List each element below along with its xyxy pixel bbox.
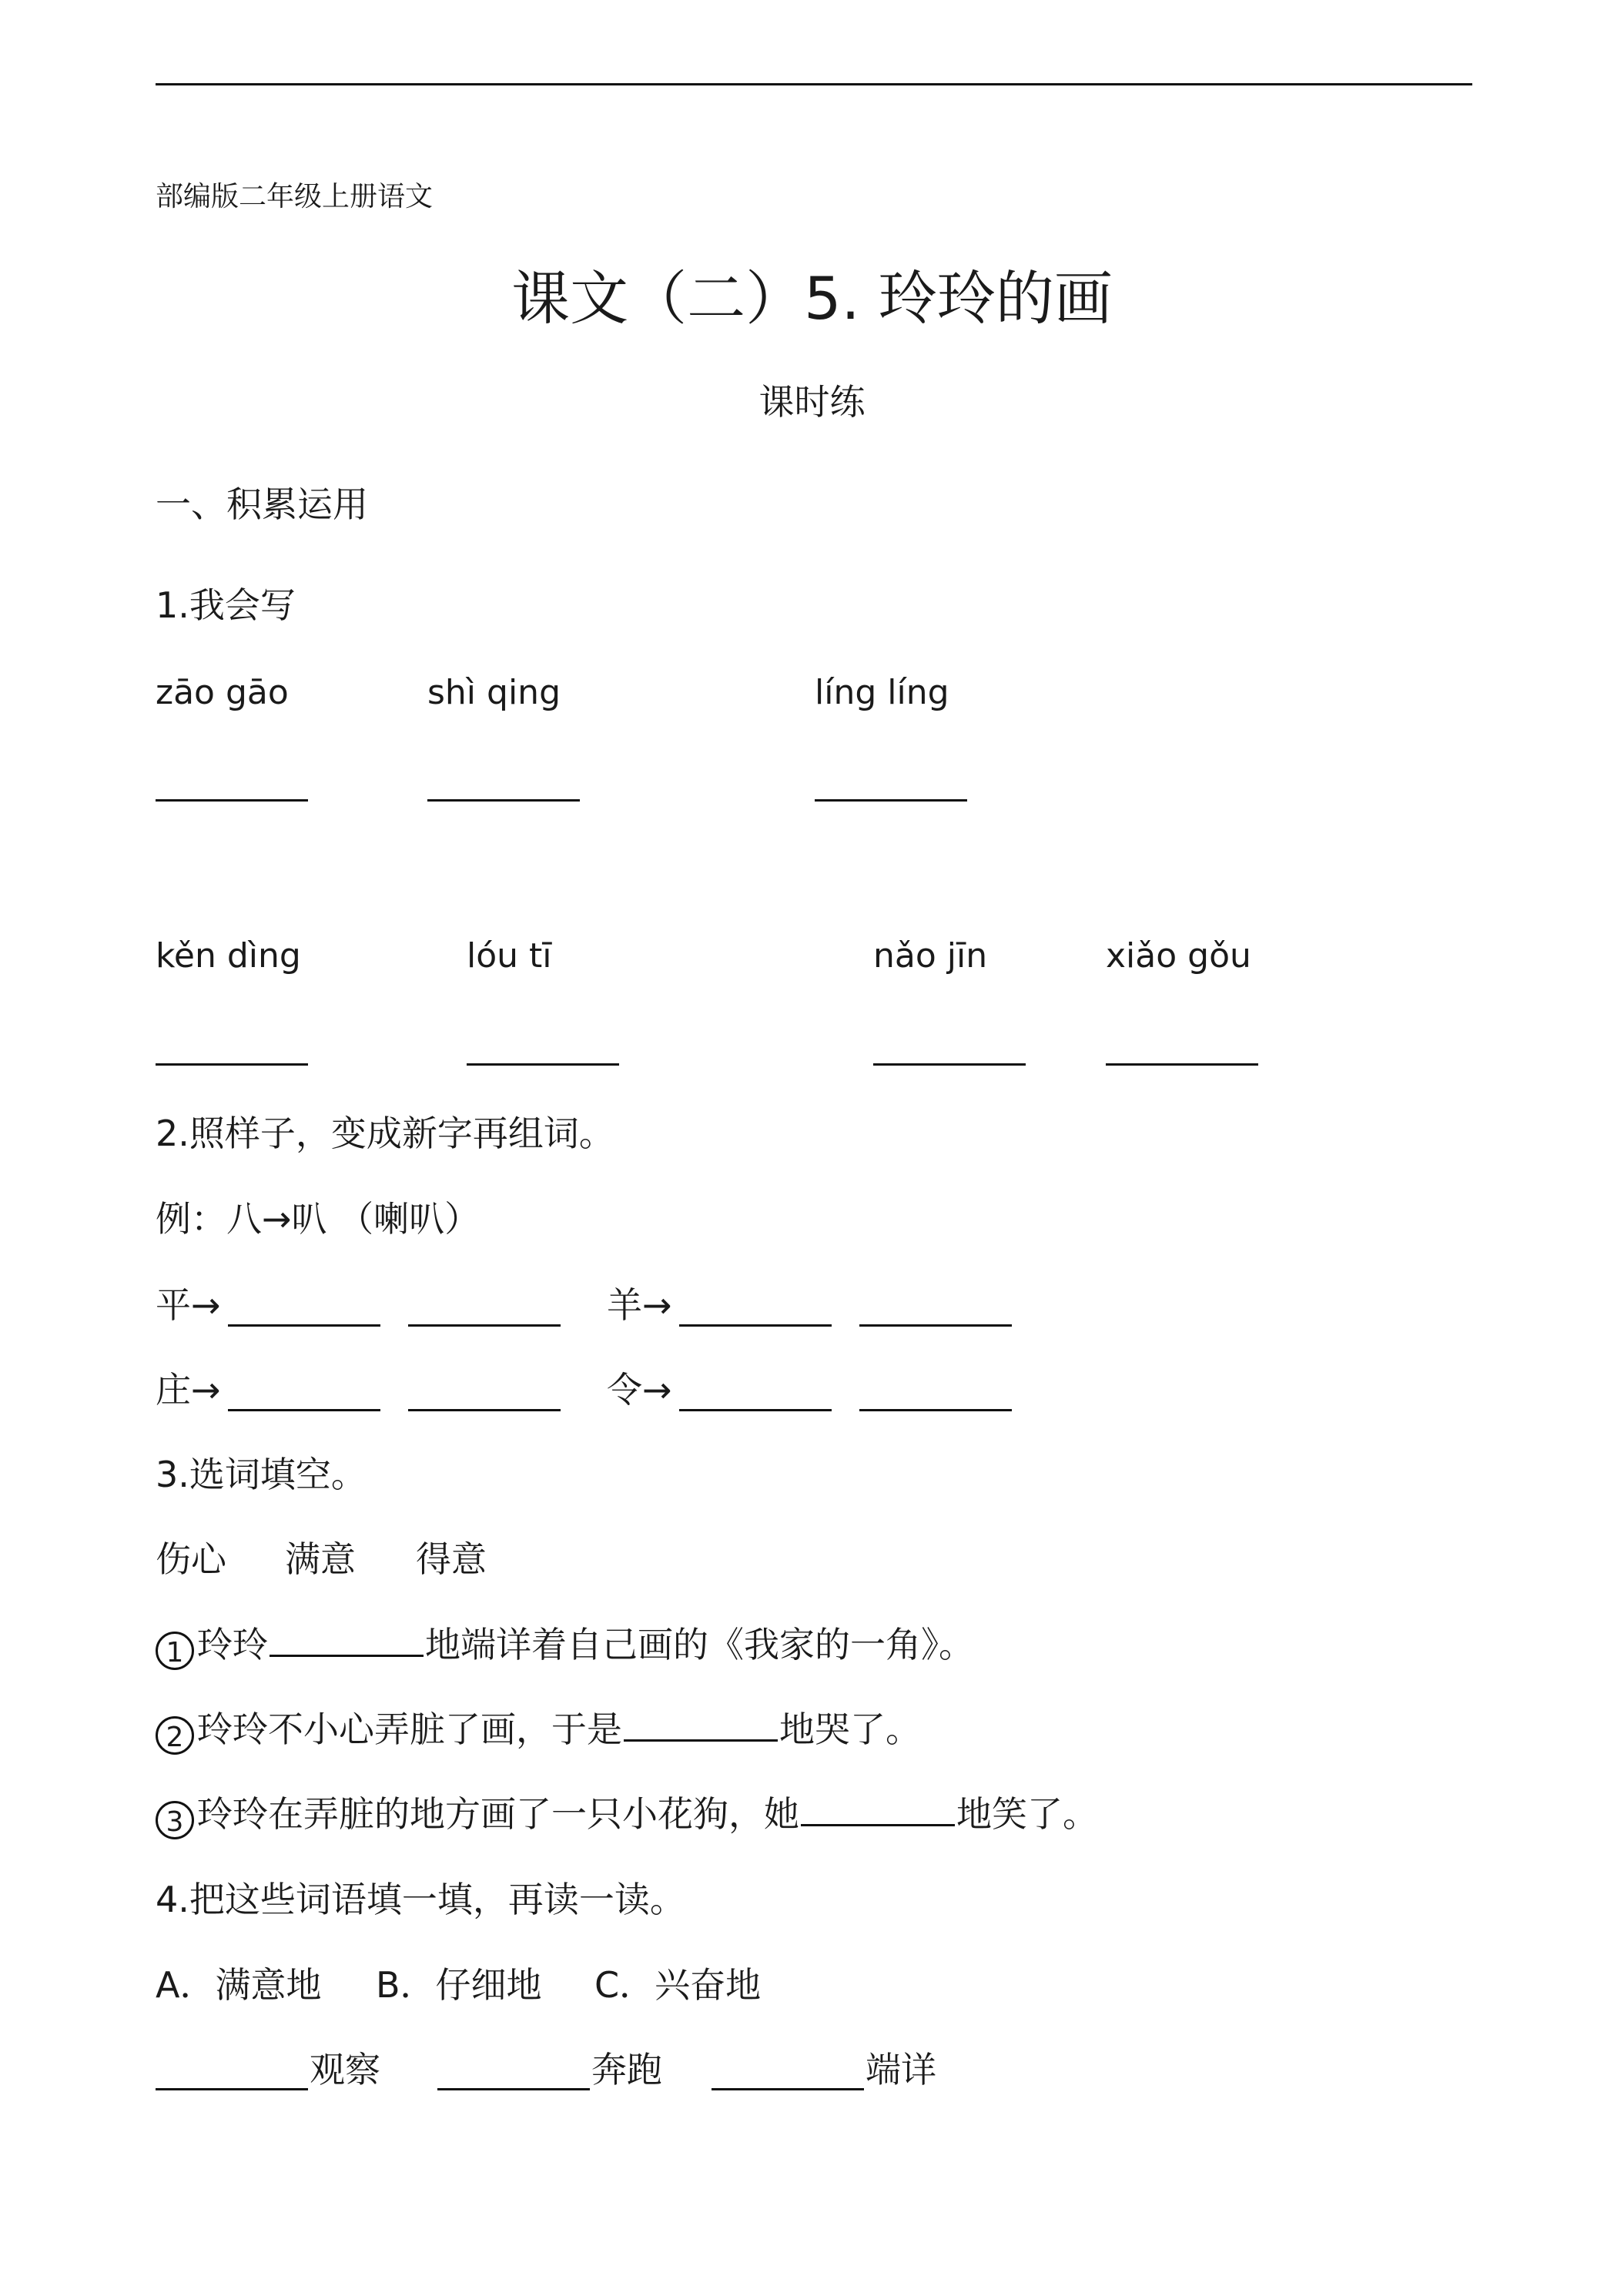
pinyin-5: lóu tī: [467, 936, 552, 976]
answer-blank[interactable]: [437, 2088, 590, 2090]
char-yang: 羊→: [607, 1284, 672, 1326]
fill-word-2: 奔跑: [591, 2049, 662, 2090]
pinyin-2: shì qing: [427, 673, 561, 712]
sentence-2: [156, 1706, 921, 1755]
answer-blank[interactable]: [270, 1624, 424, 1657]
pinyin-3: líng líng: [815, 673, 949, 712]
answer-blank[interactable]: [859, 1409, 1012, 1411]
number-marker: 3: [156, 1801, 194, 1839]
pinyin-1: zāo gāo: [156, 673, 289, 712]
choice-b: B．仔细地: [376, 1964, 542, 2006]
choice-a: A．满意地: [156, 1964, 322, 2006]
page-title: 课文（二）5. 玲玲的画: [511, 264, 1113, 333]
section-heading: 一、积累运用: [156, 484, 368, 525]
sentence-text: 玲玲: [197, 1624, 268, 1665]
sentence-1: [156, 1622, 974, 1670]
answer-blank[interactable]: [156, 2088, 308, 2090]
question-4-label: 4.把这些词语填一填，再读一读。: [156, 1879, 685, 1920]
subject-label: 部编版二年级上册语文: [156, 181, 434, 213]
answer-blank[interactable]: [427, 799, 580, 802]
answer-blank[interactable]: [624, 1709, 778, 1742]
answer-blank[interactable]: [408, 1409, 561, 1411]
pinyin-7: xiǎo gǒu: [1106, 936, 1251, 976]
answer-blank[interactable]: [156, 799, 308, 802]
char-zhuang: 庄→: [156, 1369, 221, 1411]
answer-blank[interactable]: [467, 1063, 619, 1066]
answer-blank[interactable]: [679, 1409, 832, 1411]
sentence-3: [156, 1791, 1098, 1839]
question-2-label: 2.照样子，变成新字再组词。: [156, 1113, 614, 1154]
answer-blank[interactable]: [679, 1324, 832, 1327]
sentence-text: 地哭了。: [779, 1709, 921, 1750]
example-line: 例：八→叭 （喇叭）: [156, 1198, 481, 1240]
sentence-text: 玲玲在弄脏的地方画了一只小花狗，她: [197, 1793, 799, 1835]
sentence-text: 地端详着自己画的《我家的一角》。: [425, 1624, 974, 1665]
answer-blank[interactable]: [228, 1409, 380, 1411]
number-marker: 1: [156, 1632, 194, 1670]
question-3-label: 3.选词填空。: [156, 1454, 367, 1495]
word-option-3: 得意: [416, 1538, 487, 1580]
pinyin-6: nǎo jīn: [873, 936, 988, 976]
sentence-text: 玲玲不小心弄脏了画，于是: [197, 1709, 622, 1750]
answer-blank[interactable]: [156, 1063, 308, 1066]
header-rule: [156, 83, 1472, 85]
answer-blank[interactable]: [228, 1324, 380, 1327]
answer-blank[interactable]: [408, 1324, 561, 1327]
answer-blank[interactable]: [801, 1793, 955, 1826]
page-subtitle: 课时练: [758, 381, 866, 423]
char-ping: 平→: [156, 1284, 221, 1326]
sentence-text: 地笑了。: [956, 1793, 1098, 1835]
number-marker: 2: [156, 1716, 194, 1755]
question-1-label: 1.我会写: [156, 584, 296, 626]
fill-word-3: 端详: [866, 2049, 936, 2090]
char-ling: 令→: [607, 1369, 672, 1411]
word-option-1: 伤心: [156, 1538, 226, 1580]
pinyin-4: kěn dìng: [156, 936, 301, 976]
fill-word-1: 观察: [310, 2049, 380, 2090]
answer-blank[interactable]: [873, 1063, 1026, 1066]
word-option-2: 满意: [285, 1538, 356, 1580]
answer-blank[interactable]: [712, 2088, 864, 2090]
answer-blank[interactable]: [1106, 1063, 1258, 1066]
choice-c: C．兴奋地: [594, 1964, 762, 2006]
answer-blank[interactable]: [859, 1324, 1012, 1327]
answer-blank[interactable]: [815, 799, 967, 802]
